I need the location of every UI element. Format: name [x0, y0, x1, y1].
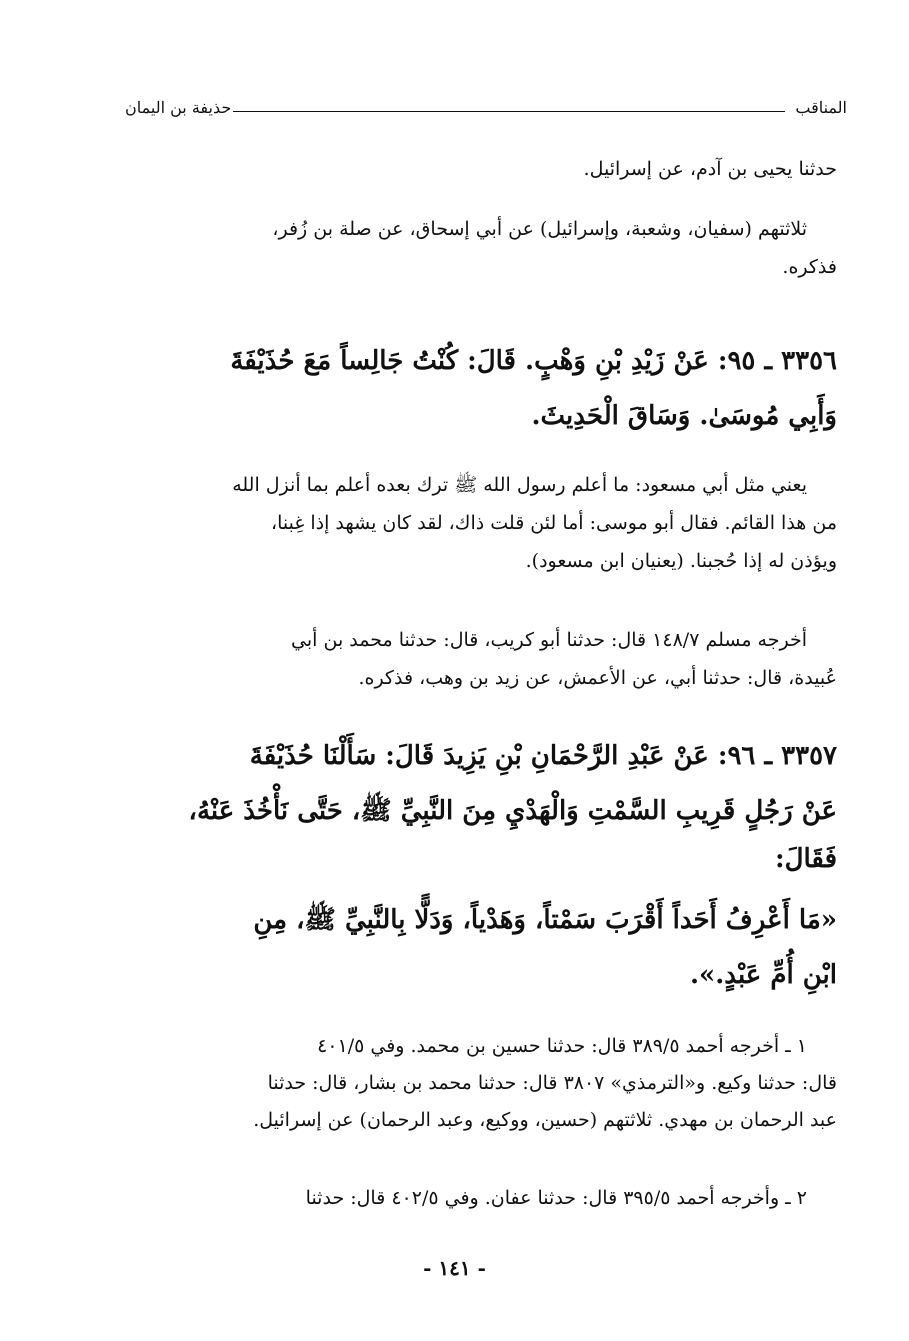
note-line: ٢ ـ وأخرجه أحمد ٣٩٥/٥ قال: حدثنا عفان. وفي ٤٠٢/٥ قال: حدثنا [305, 1187, 807, 1209]
intro-line: فذكره. [782, 256, 837, 278]
hadith-line: وَأَبِي مُوسَىٰ. وَسَاقَ الْحَدِيثَ. [531, 401, 837, 431]
hadith-95 [128, 334, 837, 444]
takhrij-95 [128, 621, 837, 697]
intro-line: ثلاثتهم (سفيان، وشعبة، وإسرائيل) عن أبي إسحاق، عن صلة بن زُفر، [272, 218, 807, 240]
header-rule [233, 111, 785, 112]
intro-line: حدثنا يحيى بن آدم، عن إسرائيل. [583, 158, 837, 180]
hadith-line: ابْنِ أُمِّ عَبْدٍ.». [689, 960, 837, 990]
takhrij-line: عُبيدة، قال: حدثنا أبي، عن الأعمش، عن زيد بن وهب، فذكره. [358, 667, 837, 689]
hadith-96 [128, 729, 837, 1003]
takhrij-96-note-1 [128, 1028, 837, 1139]
commentary-95 [128, 466, 837, 580]
hadith-line: عَنْ رَجُلٍ قَرِيبِ السَّمْتِ وَالْهَدْيِ مِنَ النَّبِيِّ ﷺ، حَتَّى نَأْخُذَ عَنْهُ، [188, 796, 837, 826]
commentary-line: ويؤذن له إذا حُجبنا. (يعنيان ابن مسعود). [525, 550, 837, 572]
hadith-line: فَقَالَ: [775, 844, 837, 874]
running-header [125, 95, 847, 125]
header-chapter-title: حذيفة بن اليمان [125, 98, 232, 117]
note-line: عبد الرحمان بن مهدي. ثلاثتهم (حسين، ووكيع، وعبد الرحمان) عن إسرائيل. [253, 1109, 837, 1131]
takhrij-96-note-2 [128, 1180, 837, 1217]
page-number: - ١٤١ - [423, 1256, 486, 1280]
hadith-line: «مَا أَعْرِفُ أَحَداً أَقْرَبَ سَمْتاً، وَهَدْياً، وَدَلًّا بِالنَّبِيِّ ﷺ، مِنِ [253, 905, 837, 935]
commentary-line: يعني مثل أبي مسعود: ما أعلم رسول الله ﷺ ترك بعده أعلم بما أنزل الله [232, 474, 807, 496]
hadith-line: ٣٣٥٦ ـ ٩٥: عَنْ زَيْدِ بْنِ وَهْبٍ. قَالَ: كُنْتُ جَالِساً مَعَ حُذَيْفَةَ [230, 346, 837, 376]
note-line: قال: حدثنا وكيع. و«الترمذي» ٣٨٠٧ قال: حدثنا محمد بن بشار، قال: حدثنا [267, 1072, 837, 1094]
note-line: ١ ـ أخرجه أحمد ٣٨٩/٥ قال: حدثنا حسين بن محمد. وفي ٤٠١/٥ [317, 1035, 807, 1057]
header-section-title: المناقب [795, 98, 847, 117]
takhrij-line: أخرجه مسلم ١٤٨/٧ قال: حدثنا أبو كريب، قال: حدثنا محمد بن أبي [291, 629, 807, 651]
intro-paragraph [128, 150, 837, 286]
commentary-line: من هذا القائم. فقال أبو موسى: أما لئن قلت ذاك، لقد كان يشهد إذا غِبنا، [271, 512, 837, 534]
hadith-line: ٣٣٥٧ ـ ٩٦: عَنْ عَبْدِ الرَّحْمَانِ بْنِ يَزِيدَ قَالَ: سَأَلْنَا حُذَيْفَةَ [249, 741, 837, 771]
